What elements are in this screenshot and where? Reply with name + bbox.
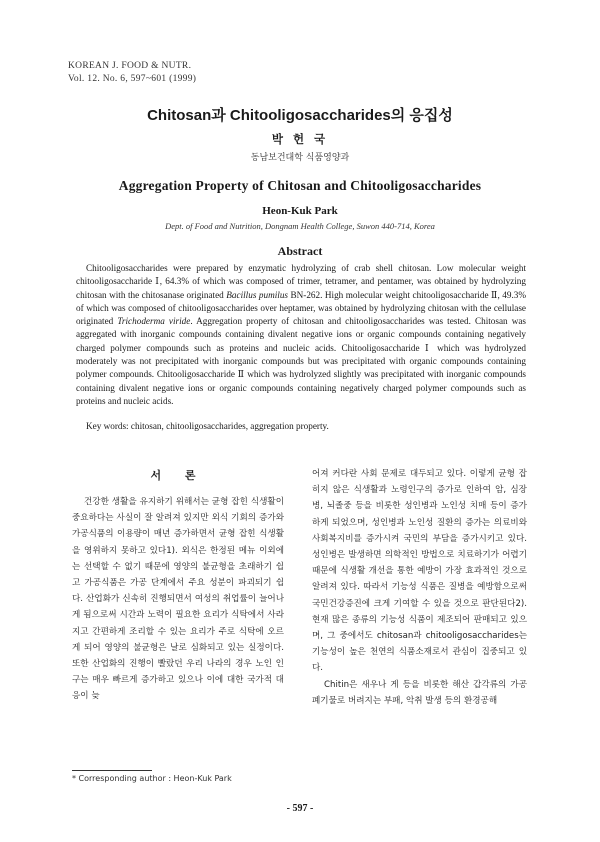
abstract-body (76, 262, 526, 408)
paper-title-english: Aggregation Property of Chitosan and Chitooligosaccharides (118, 178, 482, 193)
journal-name: KOREAN J. FOOD & NUTR. (68, 61, 192, 71)
right-column (312, 466, 527, 709)
author-korean: 박 헌 국 (271, 132, 329, 146)
author-english: Heon-Kuk Park (262, 205, 338, 217)
abstract-text-part1: Chitooligosaccharides were prepared by enzymatic hydrolyzing of crab shell chitosan. Low molecular weight chitooligosaccharide Ⅰ, 64.3% of which was composed of trimer, tetramer, and pentamer, was obtained by hydrolyzing chitosan with the chitosanase originated (76, 263, 526, 300)
organism-name-2: Trichoderma viride (117, 316, 191, 327)
abstract-heading: Abstract (277, 244, 323, 258)
section-heading-introduction: 서 론 (150, 469, 206, 482)
left-column (72, 494, 284, 705)
affiliation-english: Dept. of Food and Nutrition, Dongnam Health College, Suwon 440-714, Korea (165, 221, 435, 231)
journal-citation (68, 60, 196, 86)
abstract-text-part2: BN-262. High molecular weight chitooligosaccharide Ⅱ, 49.3% of which was composed of chitooligosaccharides over heptamer, was obtained by hydrolyzing chitosan with the cellulase originated (76, 289, 527, 327)
intro-paragraph-1-continued: 어져 커다란 사회 문제로 대두되고 있다. 이렇게 균형 잡히지 않은 식생활과 노령인구의 증가로 인하여 암, 심장병, 뇌졸중 등을 비롯한 성인병과 노인성 치매 등이 증가하게 되었으며, 성인병과 노인성 질환의 증가는 의료비와 사회복지비를 증가시켜 국민의 부담을 증가시키고 있다. 성인병은 발생하면 의학적인 방법으로 치료하기가 어렵기 때문에 식생활 개선을 통한 예방이 가장 효과적인 것으로 알려져 있다. 따라서 기능성 식품은 질병을 예방함으로써 국민건강증진에 크게 기여할 수 있을 것으로 판단된다2). 현재 많은 종류의 기능성 식품이 제조되어 판매되고 있으며, 그 중에서도 chitosan과 chitooligosaccharides는 기능성이 높은 천연의 식품소재로서 관심이 집중되고 있다. (312, 469, 527, 674)
page-number: - 597 - (286, 803, 314, 814)
affiliation-korean: 동남보건대학 식품영양과 (250, 153, 350, 163)
journal-volume: Vol. 12. No. 6, 597~601 (1999) (68, 74, 197, 84)
intro-paragraph-2: Chitin은 새우나 게 등을 비롯한 해산 갑각류의 가공 폐기물로 버려지는 부패, 악취 발생 등의 환경공해 (312, 679, 527, 706)
keywords: Key words: chitosan, chitooligosaccharides, aggregation property. (86, 421, 329, 431)
abstract-text-part3: . Aggregation property of chitosan and chitooligosaccharides was tested. Chitosan was aggregated with inorganic compounds containing divalent negative ions or organic compounds containing negatively charged polymer compounds such as proteins and nucleic acids. Chitooligosaccharide Ⅰ which was hydrolyzed moderately was not precipitated with inorganic compounds but was precipitated with organic compounds containing polymer compounds. Chitooligosaccharide Ⅱ which was hydrolyzed slightly was precipitated with inorganic compounds containing divalent negative ions or organic compounds containing negatively charged polymer compounds such as proteins and nucleic acids. (76, 316, 526, 406)
organism-name-1: Bacillus pumilus (226, 289, 288, 300)
paper-title-korean: Chitosan과 Chitooligosaccharides의 응집성 (147, 107, 453, 124)
footnote: * Corresponding author : Heon-Kuk Park (72, 774, 232, 783)
footnote-divider (72, 770, 152, 771)
intro-paragraph-1: 건강한 생활을 유지하기 위해서는 균형 잡힌 식생활이 중요하다는 사실이 잘 알려져 있지만 외식 기회의 증가와 가공식품의 이용량이 매년 증가하면서 균형 잡힌 식생활을 영위하지 못하고 있다1). 외식은 한정된 메뉴 이외에는 선택할 수 없기 때문에 영양의 불균형을 초래하기 쉽고 가공식품은 가공 단계에서 주요 성분이 파괴되기 쉽다. 산업화가 신속히 진행되면서 여성의 취업률이 늘어나게 됨으로써 시간과 노력이 필요한 요리가 식탁에서 사라지고 간편하게 조리할 수 있는 요리가 주로 식탁에 오르게 되어 영양의 불균형은 날로 심화되고 있는 실정이다. 또한 산업화의 진행이 빨랐던 우리 나라의 경우 노인 인구는 매우 빠르게 증가하고 있으나 이에 대한 국가적 대응이 늦 (72, 497, 284, 702)
